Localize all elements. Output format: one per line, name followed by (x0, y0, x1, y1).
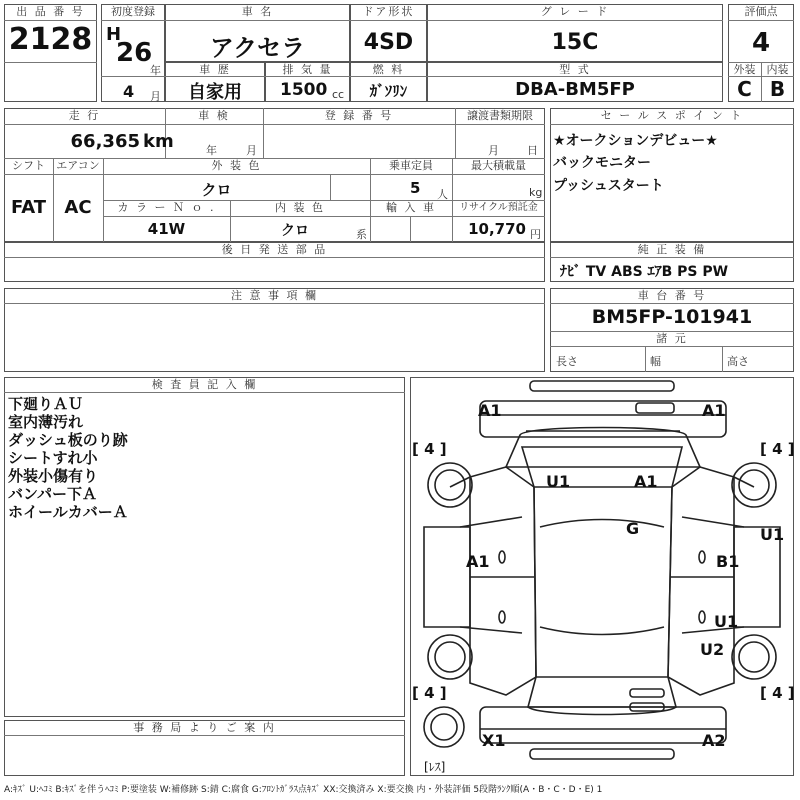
import-label: 輸 入 車 (386, 201, 436, 214)
score: 4 (751, 28, 771, 58)
recycle-fee: 10,770 (468, 220, 526, 238)
lot-number: 2128 (8, 22, 93, 57)
int-color-label: 内 装 色 (275, 201, 325, 214)
tire-rear-right: [ 4 ] (760, 684, 795, 702)
ext-grade: C (737, 77, 752, 101)
inspector-line-5: 外装小傷有り (8, 467, 99, 485)
door-type: 4SD (363, 30, 414, 55)
transfer-label: 譲渡書類期限 (467, 109, 533, 122)
mark-front-left: A1 (478, 401, 502, 420)
history: 自家用 (188, 82, 242, 103)
displacement-unit: cc (332, 88, 345, 101)
capacity-label: 乗車定員 (389, 159, 433, 172)
sales-label: セ ー ル ス ポ イ ン ト (600, 109, 744, 122)
capacity-unit: 人 (437, 188, 448, 201)
inspection-label: 車 検 (198, 109, 230, 122)
width-label: 幅 (650, 355, 661, 368)
mark-right-side: U1 (760, 525, 785, 544)
model: DBA-BM5FP (515, 79, 635, 100)
mark-right-door: B1 (716, 552, 740, 571)
spare-tire-label: [ﾚｽ] (424, 760, 446, 774)
month-unit: 月 (150, 90, 161, 103)
mileage-unit: km (143, 131, 174, 152)
inspector-line-3: ダッシュ板のり跡 (8, 431, 128, 449)
car-name-label: 車 名 (241, 5, 274, 18)
mark-front-right: A1 (702, 401, 726, 420)
load-unit: kg (529, 186, 543, 199)
office-label: 事 務 局 よ り ご 案 内 (133, 721, 276, 734)
load-label: 最大積載量 (471, 159, 526, 172)
car-name: アクセラ (209, 34, 306, 62)
era: H (106, 24, 122, 45)
int-label: 内装 (766, 63, 789, 76)
inspector-line-4: シートすれ小 (8, 449, 98, 467)
int-color-unit: 系 (356, 228, 367, 241)
mark-glass: G (626, 519, 640, 538)
int-color: クロ (281, 223, 309, 239)
score-label: 評価点 (744, 5, 778, 18)
inspector-line-1: 下廻りＡＵ (8, 395, 84, 413)
fuel-label: 燃 料 (372, 63, 405, 76)
tire-front-left: [ 4 ] (412, 440, 447, 458)
inspection-month-unit: 月 (246, 144, 257, 157)
mark-left-door: A1 (466, 552, 490, 571)
int-grade: B (769, 77, 786, 101)
displacement: 1500 (280, 80, 328, 100)
sales-point-2: バックモニター (553, 155, 651, 171)
grade: 15C (551, 30, 599, 55)
inspection-year-unit: 年 (206, 144, 217, 157)
notes-label: 注 意 事 項 欄 (231, 289, 318, 302)
mark-right-rear-door: U1 (714, 612, 739, 631)
length-label: 長さ (556, 355, 578, 368)
year-unit: 年 (150, 64, 161, 77)
history-label: 車 歴 (199, 63, 231, 76)
equipment-label: 純 正 装 備 (637, 243, 707, 256)
equipment-items: ﾅﾋﾞ TV ABS ｴｱB PS PW (560, 264, 729, 280)
car-diagram (410, 377, 794, 776)
color-label: 外 装 色 (211, 159, 262, 172)
fuel: ｶﾞｿﾘﾝ (369, 82, 408, 100)
tire-rear-left: [ 4 ] (412, 684, 447, 702)
reg-year: 26 (116, 38, 153, 68)
legend: A:ｷｽﾞ U:ﾍｺﾐ B:ｷｽﾞを伴うﾍｺﾐ P:要塗装 W:補修跡 S:錆 C:腐食 G:ﾌﾛﾝﾄｶﾞﾗｽ点ｷｽﾞ XX:交換済み X:要交換 内・外装評価 5段階ﾗﾝｸ順(A・B・C・D・E) 1 (4, 785, 603, 795)
mark-windshield-right: A1 (634, 472, 658, 491)
mileage-label: 走 行 (68, 109, 101, 122)
inspector-line-2: 室内薄汚れ (8, 413, 84, 431)
shift: FAT (10, 197, 47, 218)
mark-right-rear-fender: U2 (700, 640, 725, 659)
door-label: ドア形状 (362, 5, 415, 18)
shift-label: シフト (12, 159, 45, 172)
inspector-line-7: ホイールカバーＡ (8, 503, 128, 521)
chassis-label: 車 台 番 号 (637, 289, 707, 302)
mark-rear-right: A2 (702, 731, 726, 750)
ac: AC (64, 197, 92, 218)
chassis-number: BM5FP-101941 (591, 306, 753, 328)
sales-point-1: ★オークションデビュー★ (553, 133, 718, 149)
mark-windshield-left: U1 (546, 472, 571, 491)
sales-point-3: プッシュスタート (553, 178, 664, 194)
displacement-label: 排 気 量 (282, 63, 333, 76)
capacity: 5 (410, 179, 421, 197)
lot-label: 出 品 番 号 (16, 5, 85, 18)
height-label: 高さ (727, 355, 749, 368)
ac-label: エアコン (56, 159, 100, 172)
ext-label: 外装 (733, 63, 756, 76)
mark-rear-left: X1 (482, 731, 506, 750)
registration-label: 登 録 番 号 (324, 109, 394, 122)
recycle-label: リサイクル預託金 (459, 202, 538, 213)
first-reg-label: 初度登録 (111, 5, 155, 18)
grade-label: グ レ ー ド (540, 5, 610, 18)
tire-front-right: [ 4 ] (760, 440, 795, 458)
color-no-label: カ ラ ー Ｎ ｏ . (117, 201, 216, 214)
transfer-day-unit: 日 (527, 144, 538, 157)
transfer-month-unit: 月 (488, 144, 499, 157)
specs-label: 諸 元 (656, 332, 688, 345)
inspector-line-6: バンパー下Ａ (8, 485, 97, 503)
recycle-unit: 円 (530, 228, 541, 241)
reg-month: 4 (123, 82, 135, 101)
color-no: 41W (147, 220, 186, 238)
model-label: 型 式 (559, 63, 591, 76)
color: クロ (201, 181, 232, 199)
mileage: 66,365 (70, 131, 140, 152)
later-parts-label: 後 日 発 送 部 品 (221, 243, 328, 256)
inspector-label: 検 査 員 記 入 欄 (151, 378, 258, 391)
